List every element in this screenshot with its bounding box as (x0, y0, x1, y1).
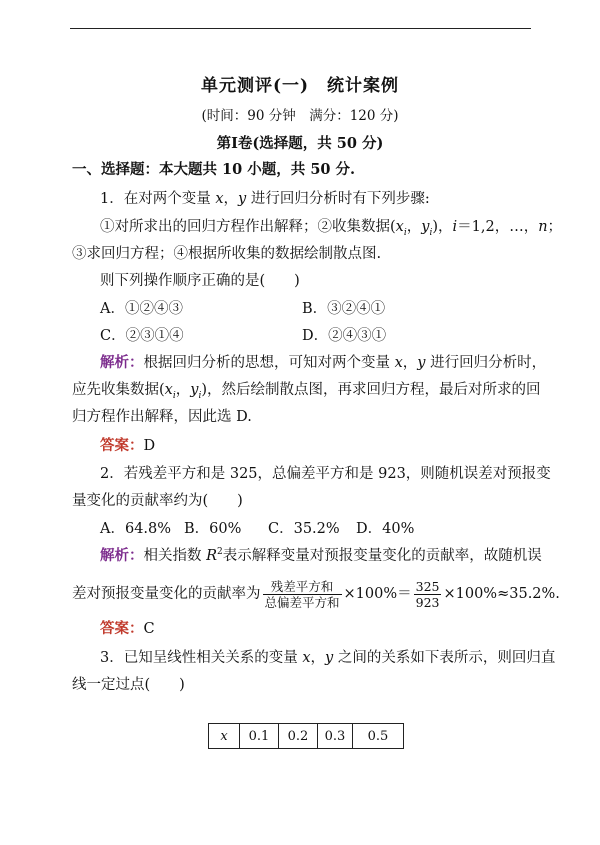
part-heading: 第Ⅰ卷(选择题，共 50 分) (216, 135, 384, 152)
section-heading: 一、选择题：本大题共 10 小题，共 50 分. (72, 161, 356, 178)
q2-option-c: C．35.2% (268, 521, 340, 537)
fraction-residual-over-total: $\frac{\text{残差平方和}}{\text{总偏差平方和}}$ (264, 578, 340, 610)
q1-option-a: A．①②④③ (100, 301, 183, 317)
q2-stem-line2: 量变化的贡献率约为( ) (72, 493, 243, 509)
fraction-325-over-923: $\frac{325}{923}$ (415, 578, 440, 610)
page-title: 单元测评(一) 统计案例 (200, 76, 400, 96)
q1-answer: 答案：D (100, 437, 156, 454)
table-row (209, 724, 404, 749)
q2-option-d: D．40% (356, 521, 415, 537)
q1-analysis-line3: 归方程作出解释，因此选 D. (72, 409, 252, 425)
q2-option-b: B．60% (184, 521, 242, 537)
table-cell: 0.1 (240, 724, 279, 749)
q2-stem-line1: 2．若残差平方和是 325，总偏差平方和是 923，则随机误差对预报变 (100, 466, 551, 482)
q1-option-b: B．③②④① (302, 301, 386, 317)
table-header-x: x (209, 724, 240, 749)
table-cell: 0.2 (279, 724, 318, 749)
q1-option-c: C．②③①④ (100, 328, 184, 344)
q1-steps-line1: ①对所求出的回归方程作出解释；②收集数据($x_i$，$y_i$)，i＝1,2，…，n； (100, 219, 563, 238)
q1-analysis-line2: 应先收集数据($x_i$，$y_i$)，然后绘制散点图，再求回归方程，最后对所求的回 (72, 382, 541, 401)
q1-option-d: D．②④③① (302, 328, 387, 344)
q3-data-table (208, 723, 404, 749)
q2-analysis-formula: 差对预报变量变化的贡献率为 $\frac{\text{残差平方和}}{\text{总偏差平方和}}$ ×100%＝ $\frac{325}{923}$ ×100%≈35.2%. (72, 578, 560, 610)
q1-analysis-line1: 解析：根据回归分析的思想，可知对两个变量 x，y 进行回归分析时， (100, 354, 547, 371)
time-score-info: (时间：90 分钟 满分：120 分) (201, 108, 399, 124)
table-cell: 0.5 (353, 724, 404, 749)
q2-answer: 答案：C (100, 620, 155, 637)
q1-steps-line2: ③求回归方程；④根据所收集的数据绘制散点图. (72, 246, 382, 262)
q3-stem-line1: 3．已知呈线性相关关系的变量 x，y 之间的关系如下表所示，则回归直 (100, 650, 556, 666)
q2-option-a: A．64.8% (100, 521, 172, 537)
table-cell: 0.3 (318, 724, 353, 749)
q2-analysis-line1: 解析：相关指数 $R^2$表示解释变量对预报变量变化的贡献率，故随机误 (100, 547, 542, 564)
q3-stem-line2: 线一定过点( ) (72, 677, 185, 693)
q1-question: 则下列操作顺序正确的是( ) (100, 273, 300, 289)
top-rule (70, 28, 531, 29)
q1-stem: 1．在对两个变量 x，y 进行回归分析时有下列步骤: (100, 191, 430, 207)
